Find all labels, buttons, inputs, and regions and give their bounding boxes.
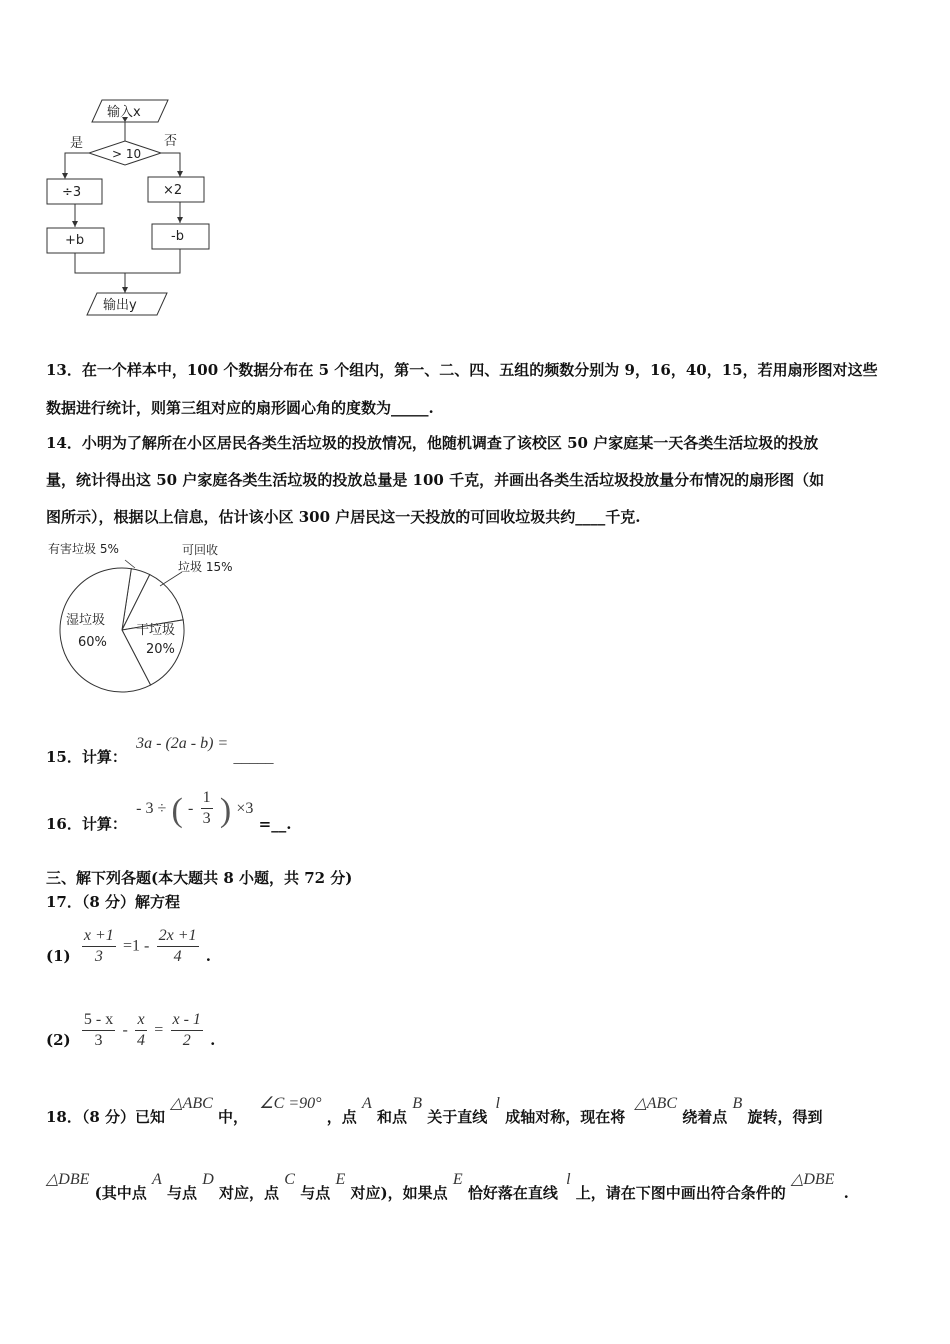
question-18-line1 bbox=[46, 1094, 823, 1124]
q16-den: 3 bbox=[202, 810, 211, 827]
pie-chart bbox=[40, 538, 250, 698]
q18-text-d: 和点 bbox=[377, 1108, 408, 1126]
q15-label: 15．计算： bbox=[46, 748, 127, 766]
q16-fraction bbox=[201, 788, 213, 829]
q17-p1-den1: 3 bbox=[94, 948, 103, 965]
q18-text-e: 关于直线 bbox=[427, 1108, 488, 1126]
q17-p2-den2: 4 bbox=[137, 1032, 145, 1049]
q15-blank: _____ bbox=[233, 749, 274, 766]
q17-p2-label: (2) bbox=[46, 1030, 71, 1049]
q17-p2-frac3 bbox=[171, 1010, 203, 1051]
question-14-line3: 图所示），根据以上信息，估计该小区 300 户居民这一天投放的可回收垃圾共约____千克. bbox=[46, 508, 641, 526]
q17-p2-frac2 bbox=[135, 1010, 147, 1051]
q18-point-b-2: B bbox=[732, 1095, 743, 1112]
flow-condition-text: > 10 bbox=[112, 147, 142, 161]
q18-text-b: 中， bbox=[218, 1108, 249, 1126]
q17-p2-minus: - bbox=[122, 1021, 128, 1039]
flow-left-op1-text: ÷3 bbox=[62, 185, 82, 200]
flow-output-text: 输出y bbox=[103, 298, 137, 313]
q18-text-2d: 与点 bbox=[300, 1184, 331, 1202]
q18-point-c: C bbox=[284, 1171, 295, 1188]
q18-text-2c: 对应，点 bbox=[219, 1184, 280, 1202]
q16-right-paren: ) bbox=[219, 792, 232, 829]
q18-text-2e: 对应)，如果点 bbox=[350, 1184, 448, 1202]
pie-label-wet-2: 60% bbox=[78, 635, 107, 650]
q18-line-l: l bbox=[495, 1095, 500, 1112]
flow-right-op2-text: -b bbox=[171, 229, 184, 244]
question-17-part-1 bbox=[46, 926, 211, 970]
q18-angle: ∠C =90° bbox=[259, 1095, 322, 1112]
pie-label-recyclable-2: 垃圾 15% bbox=[178, 560, 233, 574]
q17-p2-num1: 5 - x bbox=[82, 1010, 115, 1031]
question-17-part-2 bbox=[46, 1010, 215, 1054]
q17-p1-num1: x +1 bbox=[82, 926, 116, 947]
pie-label-recyclable-1: 可回收 bbox=[182, 543, 219, 557]
q18-tri-dbe: △DBE bbox=[46, 1171, 90, 1188]
q18-tri-abc: △ABC bbox=[170, 1095, 213, 1112]
q17-p2-eq: = bbox=[154, 1021, 164, 1039]
q18-point-b: B bbox=[412, 1095, 423, 1112]
q18-point-a: A bbox=[362, 1095, 372, 1112]
flow-right-op1-text: ×2 bbox=[163, 183, 183, 198]
flow-input-text: 输入x bbox=[107, 105, 141, 120]
q18-text-f: 成轴对称，现在将 bbox=[505, 1108, 626, 1126]
q17-p1-num2: 2x +1 bbox=[157, 926, 199, 947]
q18-point-e-2: E bbox=[452, 1171, 463, 1188]
q16-num: 1 bbox=[201, 788, 213, 809]
question-14-line1: 14．小明为了解所在小区居民各类生活垃圾的投放情况，他随机调查了该校区 50 户家庭某一天各类生活垃圾的投放 bbox=[46, 434, 819, 452]
q18-text-2g: 上，请在下图中画出符合条件的 bbox=[575, 1184, 786, 1202]
q16-tail: =__. bbox=[258, 815, 292, 833]
q17-p2-num3: x - 1 bbox=[171, 1010, 203, 1031]
q18-tri-abc-2: △ABC bbox=[634, 1095, 677, 1112]
q18-dot: . bbox=[843, 1184, 849, 1202]
q18-text-c: ，点 bbox=[326, 1108, 357, 1126]
flow-left-op2-text: +b bbox=[65, 233, 85, 248]
q18-text-2b: 与点 bbox=[167, 1184, 198, 1202]
section-3-title: 三、解下列各题(本大题共 8 小题，共 72 分) bbox=[46, 869, 353, 887]
q17-p1-dot: . bbox=[205, 946, 211, 965]
q16-post: ×3 bbox=[236, 800, 254, 817]
q17-p1-mid: =1 - bbox=[123, 937, 150, 955]
pie-label-dry-2: 20% bbox=[146, 642, 175, 657]
q17-p2-den1: 3 bbox=[94, 1032, 103, 1049]
q17-p2-den3: 2 bbox=[182, 1032, 191, 1049]
flowchart bbox=[40, 95, 230, 325]
question-13-line1: 13．在一个样本中，100 个数据分布在 5 个组内，第一、二、四、五组的频数分别为 9，16，40，15，若用扇形图对这些 bbox=[46, 361, 878, 379]
q18-text-h: 旋转，得到 bbox=[747, 1108, 823, 1126]
question-16 bbox=[46, 788, 291, 834]
q17-p1-label: (1) bbox=[46, 946, 71, 965]
question-14-line2: 量，统计得出这 50 户家庭各类生活垃圾的投放总量是 100 千克，并画出各类生活垃圾投放量分布情况的扇形图（如 bbox=[46, 471, 825, 489]
q17-p1-frac1 bbox=[82, 926, 116, 967]
flow-no-text: 否 bbox=[164, 134, 178, 149]
question-15 bbox=[46, 734, 273, 768]
pie-label-wet-1: 湿垃圾 bbox=[66, 613, 106, 628]
q18-tri-dbe-2: △DBE bbox=[791, 1171, 835, 1188]
q18-point-a-2: A bbox=[151, 1171, 162, 1188]
q18-text-a: 18．（8 分）已知 bbox=[46, 1108, 166, 1126]
question-18-line2 bbox=[46, 1170, 849, 1200]
q15-expression: 3a - (2a - b) = bbox=[136, 735, 229, 752]
q16-neg: - bbox=[188, 800, 194, 817]
q17-p2-dot: . bbox=[210, 1030, 216, 1049]
question-17-title: 17．（8 分）解方程 bbox=[46, 893, 181, 911]
q17-p1-frac2 bbox=[157, 926, 199, 967]
q18-point-e: E bbox=[335, 1171, 346, 1188]
pie-label-dry-1: 干垃圾 bbox=[136, 623, 176, 638]
q17-p2-num2: x bbox=[135, 1010, 147, 1031]
q16-pre: - 3 ÷ bbox=[136, 800, 167, 817]
q18-text-2a: (其中点 bbox=[94, 1184, 147, 1202]
q16-label: 16．计算： bbox=[46, 815, 127, 833]
q17-p1-den2: 4 bbox=[173, 948, 182, 965]
question-13-line2: 数据进行统计，则第三组对应的扇形圆心角的度数为_____. bbox=[46, 399, 434, 417]
q18-line-l-2: l bbox=[566, 1171, 571, 1188]
q18-point-d: D bbox=[202, 1171, 214, 1188]
q17-p2-frac1 bbox=[82, 1010, 115, 1051]
q16-left-paren: ( bbox=[171, 792, 183, 829]
q18-text-2f: 恰好落在直线 bbox=[467, 1184, 558, 1202]
pie-label-hazardous: 有害垃圾 5% bbox=[48, 542, 119, 556]
flow-yes-text: 是 bbox=[70, 136, 84, 151]
q18-text-g: 绕着点 bbox=[682, 1108, 728, 1126]
